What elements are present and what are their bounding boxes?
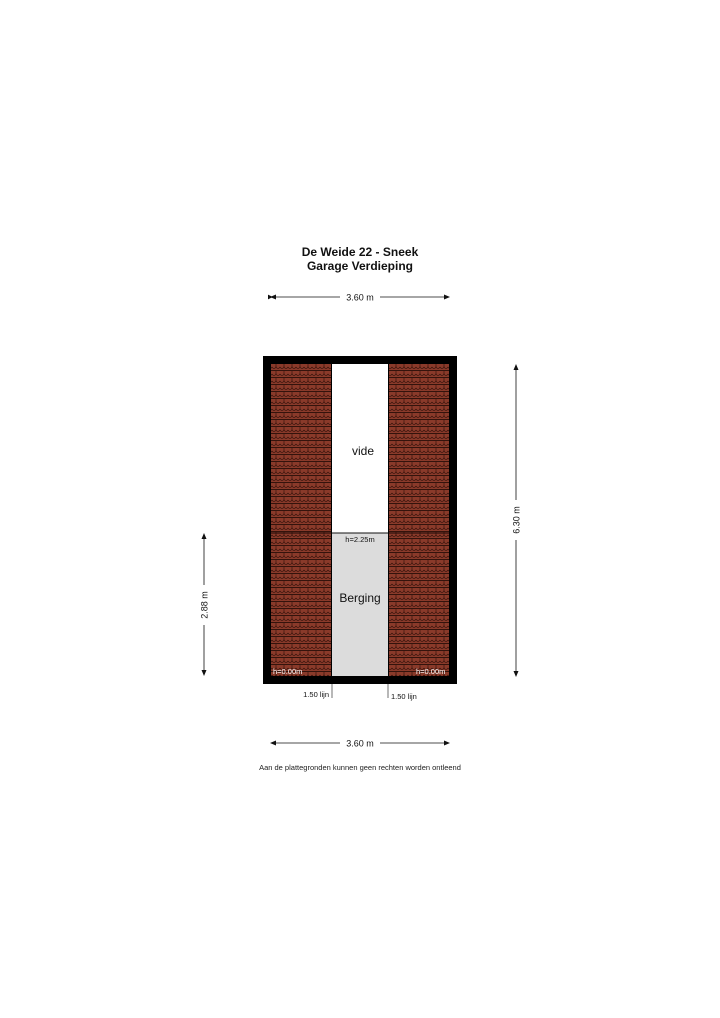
arrow-left-icon xyxy=(270,741,276,746)
arrow-right-icon xyxy=(444,741,450,746)
arrow-down-icon xyxy=(202,670,207,676)
left-dimension xyxy=(200,533,210,676)
arrow-left-icon xyxy=(270,295,276,300)
plan-title: De Weide 22 - Sneek xyxy=(301,245,419,259)
top-dimension-label: 3.60 m xyxy=(346,292,374,303)
line-right-label: 1.50 lijn xyxy=(391,692,417,701)
arrow-up-icon xyxy=(514,364,519,370)
left-dimension-label: 2.88 m xyxy=(199,591,210,619)
right-dimension-label: 6.30 m xyxy=(511,506,522,534)
roof-right xyxy=(389,364,449,676)
arrow-up-icon xyxy=(202,533,207,539)
bottom-dimension xyxy=(270,739,450,749)
disclaimer: Aan de plattegronden kunnen geen rechten worden ontleend xyxy=(259,763,461,772)
berging-height-label: h=2.25m xyxy=(345,535,375,544)
line-left-label: 1.50 lijn xyxy=(303,690,329,699)
room-berging-label: Berging xyxy=(339,591,381,605)
right-dimension xyxy=(512,364,522,677)
roof-left-height-label: h=0.00m xyxy=(273,667,303,676)
room-vide-label: vide xyxy=(351,444,375,458)
arrow-down-icon xyxy=(514,671,519,677)
bottom-dimension-label: 3.60 m xyxy=(346,738,374,749)
arrow-right-icon xyxy=(444,295,450,300)
roof-left xyxy=(271,364,331,676)
top-dimension xyxy=(270,293,450,303)
roof-right-height-label: h=0.00m xyxy=(416,667,446,676)
plan-subtitle: Garage Verdieping xyxy=(306,259,414,273)
